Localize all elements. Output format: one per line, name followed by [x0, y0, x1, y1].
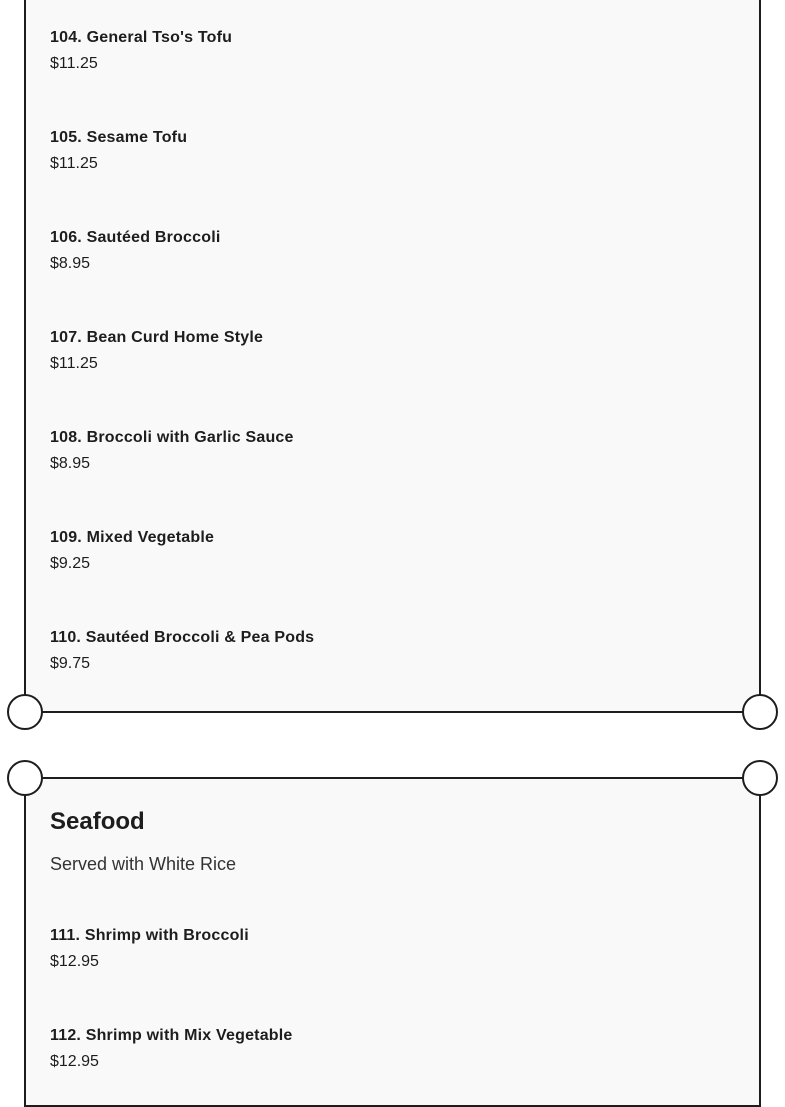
menu-item-name: 106. Sautéed Broccoli [50, 229, 221, 246]
menu-item-price: $9.75 [50, 655, 91, 672]
section-subtitle: Served with White Rice [50, 854, 237, 874]
menu-item-name: 104. General Tso's Tofu [50, 29, 233, 46]
card-corner-notch [742, 760, 778, 796]
menu-item-name: 109. Mixed Vegetable [50, 529, 215, 546]
menu-item[interactable] [50, 328, 263, 374]
menu-item-name: 108. Broccoli with Garlic Sauce [50, 429, 294, 446]
menu-item-price: $12.95 [50, 1053, 99, 1070]
card-corner-notch [742, 694, 778, 730]
menu-item[interactable] [50, 128, 187, 174]
menu-item-price: $11.25 [50, 155, 98, 172]
menu-section-card-seafood [24, 777, 761, 1107]
menu-item[interactable] [50, 1026, 293, 1072]
menu-item-price: $11.25 [50, 55, 98, 72]
menu-item-price: $11.25 [50, 355, 98, 372]
menu-item[interactable] [50, 528, 214, 574]
card-corner-notch [7, 694, 43, 730]
menu-item[interactable] [50, 926, 249, 972]
menu-item-name: 111. Shrimp with Broccoli [50, 927, 249, 944]
menu-item[interactable] [50, 428, 294, 474]
menu-item-name: 107. Bean Curd Home Style [50, 329, 264, 346]
menu-item[interactable] [50, 28, 232, 74]
menu-item[interactable] [50, 628, 314, 674]
menu-section-card-vegetables [24, 0, 761, 713]
menu-item-name: 110. Sautéed Broccoli & Pea Pods [50, 629, 315, 646]
menu-item-price: $8.95 [50, 455, 91, 472]
menu-item-price: $9.25 [50, 555, 91, 572]
menu-item-name: 112. Shrimp with Mix Vegetable [50, 1027, 293, 1044]
menu-item[interactable] [50, 228, 221, 274]
menu-item-price: $8.95 [50, 255, 91, 272]
menu-item-price: $12.95 [50, 953, 99, 970]
section-title: Seafood [50, 808, 145, 835]
card-corner-notch [7, 760, 43, 796]
menu-item-name: 105. Sesame Tofu [50, 129, 188, 146]
